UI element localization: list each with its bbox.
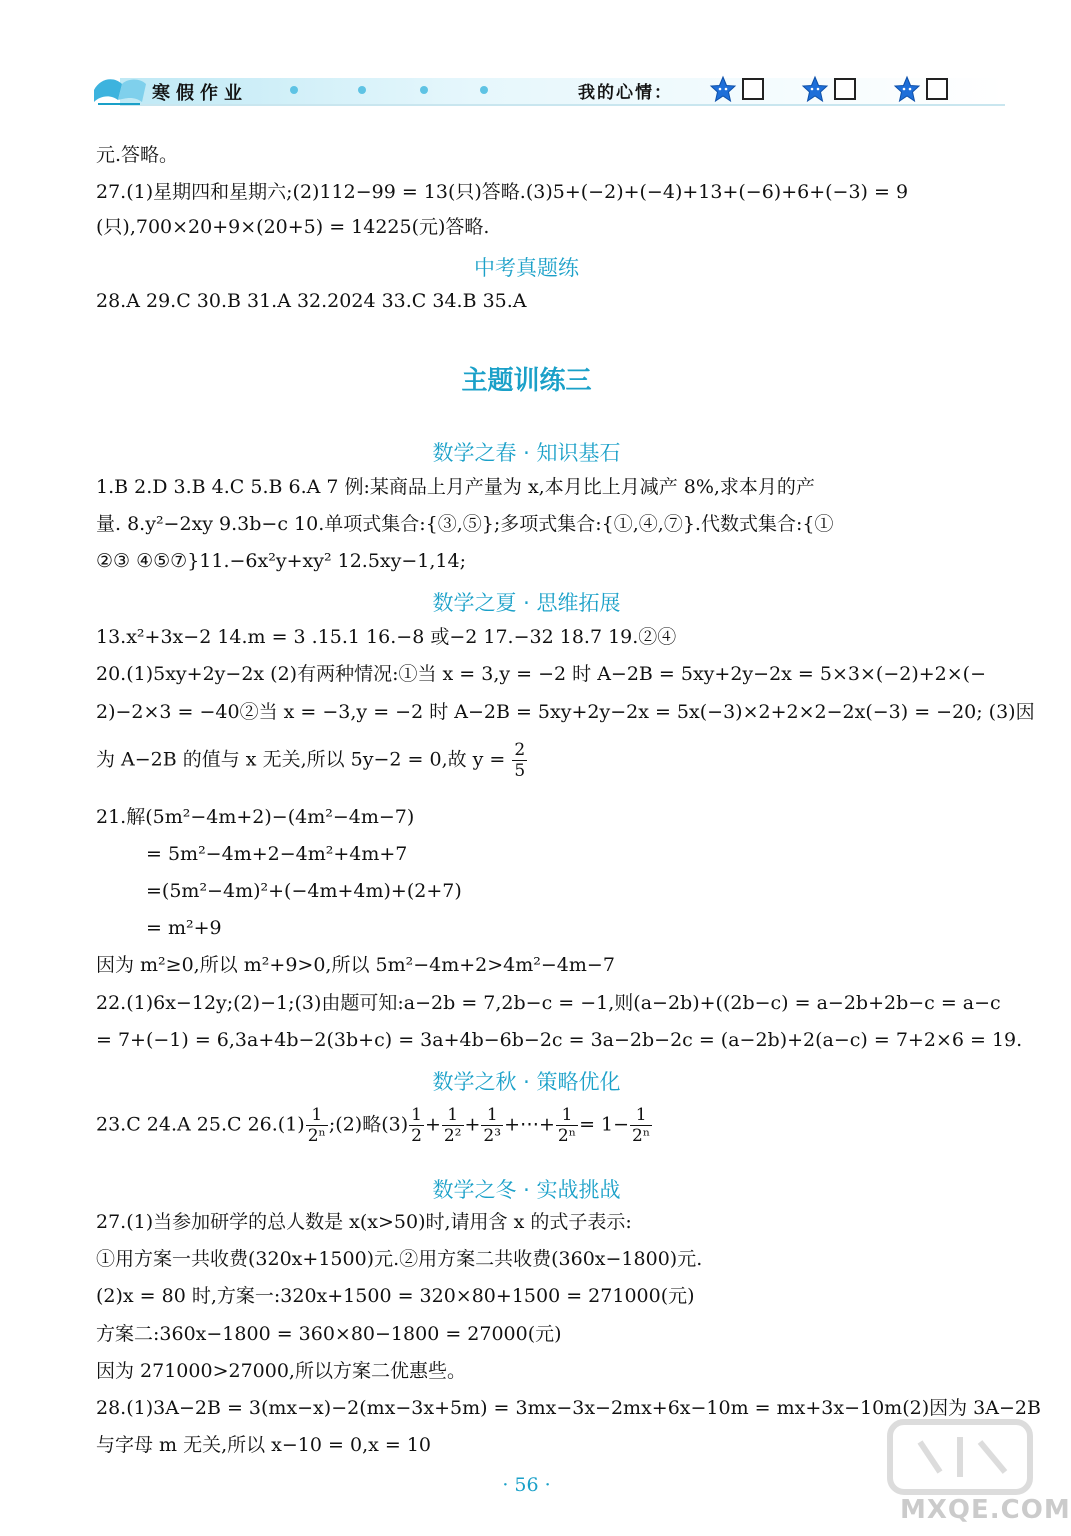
text-span: 为 A−2B 的值与 x 无关,所以 5y−2 = 0,故 y = — [96, 748, 506, 771]
fraction — [306, 1105, 328, 1146]
section-heading-spring: 数学之春 · 知识基石 — [432, 441, 621, 465]
plus-sign: + — [464, 1113, 481, 1136]
header-band — [120, 78, 1005, 106]
text-line: 1.B 2.D 3.B 4.C 5.B 6.A 7 例:某商品上月产量为 x,本月比上月减产 8%,求本月的产 — [96, 476, 815, 498]
book-logo-icon — [90, 70, 150, 110]
fraction-denominator: 2 — [411, 1126, 422, 1146]
section-heading-zhongkao: 中考真题练 — [474, 256, 579, 280]
text-line: 28.(1)3A−2B = 3(mx−x)−2(mx−3x+5m) = 3mx−3x−2mx+6x−10m = mx+3x−10m(2)因为 3A−2B — [96, 1397, 1041, 1419]
fraction-denominator: 2ⁿ — [307, 1126, 326, 1146]
fraction-numerator: 1 — [411, 1105, 422, 1125]
text-line: ①用方案一共收费(320x+1500)元.②用方案二共收费(360x−1800)元. — [96, 1248, 703, 1270]
text-line: 20.(1)5xy+2y−2x (2)有两种情况:①当 x = 3,y = −2 时 A−2B = 5xy+2y−2x = 5×3×(−2)+2×(− — [96, 663, 986, 685]
fraction — [630, 1105, 652, 1146]
fraction-denominator: 5 — [514, 761, 526, 781]
decor-dot — [420, 86, 428, 94]
text-line: 与字母 m 无关,所以 x−10 = 0,x = 10 — [96, 1434, 432, 1456]
fraction — [442, 1105, 464, 1146]
text-line: 因为 271000>27000,所以方案二优惠些。 — [96, 1360, 466, 1382]
text-line: (2)x = 80 时,方案一:320x+1500 = 320×80+1500 = 271000(元) — [96, 1285, 695, 1307]
mood-checkbox[interactable] — [926, 78, 948, 100]
text-line: 27.(1)星期四和星期六;(2)112−99 = 13(只)答略.(3)5+(−2)+(−4)+13+(−6)+6+(−3) = 9 — [96, 181, 909, 203]
text-line: 28.A 29.C 30.B 31.A 32.2024 33.C 34.B 35.A — [96, 290, 527, 312]
plus-sign: + — [424, 1113, 441, 1136]
text-line: 2)−2×3 = −40②当 x = −3,y = −2 时 A−2B = 5xy+2y−2x = 5x(−3)×2+2×2−2x(−3) = −20; (3)因 — [96, 701, 1035, 723]
text-line: 元.答略。 — [96, 144, 179, 166]
text-line: 27.(1)当参加研学的总人数是 x(x>50)时,请用含 x 的式子表示: — [96, 1211, 632, 1233]
watermark-text: MXQE.COM — [900, 1495, 1071, 1525]
mood-checkbox[interactable] — [834, 78, 856, 100]
page-number: · 56 · — [502, 1474, 551, 1496]
fraction — [481, 1105, 503, 1146]
fraction-denominator: 2³ — [483, 1126, 502, 1146]
text-line: 21.解(5m²−4m+2)−(4m²−4m−7) — [96, 806, 415, 828]
text-line: ②③ ④⑤⑦}11.−6x²y+xy² 12.5xy−1,14; — [96, 550, 466, 572]
text-line: =(5m²−4m)²+(−4m+4m)+(2+7) — [146, 880, 462, 902]
text-line: 因为 m²≥0,所以 m²+9>0,所以 5m²−4m+2>4m²−4m−7 — [96, 954, 615, 976]
header-title: 寒假作业 — [152, 83, 248, 104]
fraction-numerator: 1 — [306, 1105, 328, 1126]
section-heading-summer: 数学之夏 · 思维拓展 — [432, 591, 621, 615]
text-line: 方案二:360x−1800 = 360×80−1800 = 27000(元) — [96, 1323, 562, 1345]
text-line: 量. 8.y²−2xy 9.3b−c 10.单项式集合:{③,⑤};多项式集合:{①,④,⑦}.代数式集合:{① — [96, 513, 834, 535]
star-icon — [710, 76, 736, 102]
fraction-denominator: 2ⁿ — [557, 1126, 577, 1146]
decor-dot — [480, 86, 488, 94]
text-line: (只),700×20+9×(20+5) = 14225(元)答略. — [96, 216, 490, 238]
fraction-numerator: 1 — [442, 1105, 464, 1126]
fraction-numerator: 2 — [514, 740, 526, 760]
decor-dot — [358, 86, 366, 94]
mood-item — [894, 74, 954, 104]
text-line-with-fractions — [96, 1105, 653, 1146]
text-line: = 7+(−1) = 6,3a+4b−2(3b+c) = 3a+4b−6b−2c = 3a−2b−2c = (a−2b)+2(a−c) = 7+2×6 = 19. — [96, 1029, 1023, 1051]
fraction — [512, 740, 527, 781]
section-heading-winter: 数学之冬 · 实战挑战 — [432, 1178, 621, 1202]
text-line: 22.(1)6x−12y;(2)−1;(3)由题可知:a−2b = 7,2b−c = −1,则(a−2b)+((2b−c) = a−2b+2b−c = a−c — [96, 992, 1001, 1014]
equals-text: = 1− — [579, 1113, 630, 1136]
fraction-denominator: 2² — [443, 1126, 462, 1146]
star-icon — [802, 76, 828, 102]
text-line-with-fraction — [96, 740, 528, 781]
section-heading-main: 主题训练三 — [461, 366, 592, 396]
fraction-numerator: 1 — [630, 1105, 652, 1126]
star-icon — [894, 76, 920, 102]
fraction — [556, 1105, 578, 1146]
mood-item — [802, 74, 862, 104]
decor-dot — [290, 86, 298, 94]
mood-label: 我的心情： — [578, 83, 673, 103]
fraction-denominator: 2ⁿ — [632, 1126, 651, 1146]
fraction — [409, 1105, 424, 1146]
text-span: 23.C 24.A 25.C 26.(1) — [96, 1113, 305, 1136]
mood-checkbox[interactable] — [742, 78, 764, 100]
page-header — [90, 70, 1005, 110]
section-heading-autumn: 数学之秋 · 策略优化 — [432, 1070, 621, 1094]
text-line: 13.x²+3x−2 14.m = 3 .15.1 16.−8 或−2 17.−32 18.7 19.②④ — [96, 626, 677, 648]
fraction-numerator: 1 — [481, 1105, 503, 1126]
ellipsis-sum: +⋯+ — [504, 1113, 555, 1136]
fraction-numerator: 1 — [556, 1105, 578, 1126]
text-line: = m²+9 — [146, 917, 222, 939]
text-line: = 5m²−4m+2−4m²+4m+7 — [146, 843, 408, 865]
text-span: ;(2)略(3) — [328, 1113, 409, 1136]
mood-item — [710, 74, 770, 104]
